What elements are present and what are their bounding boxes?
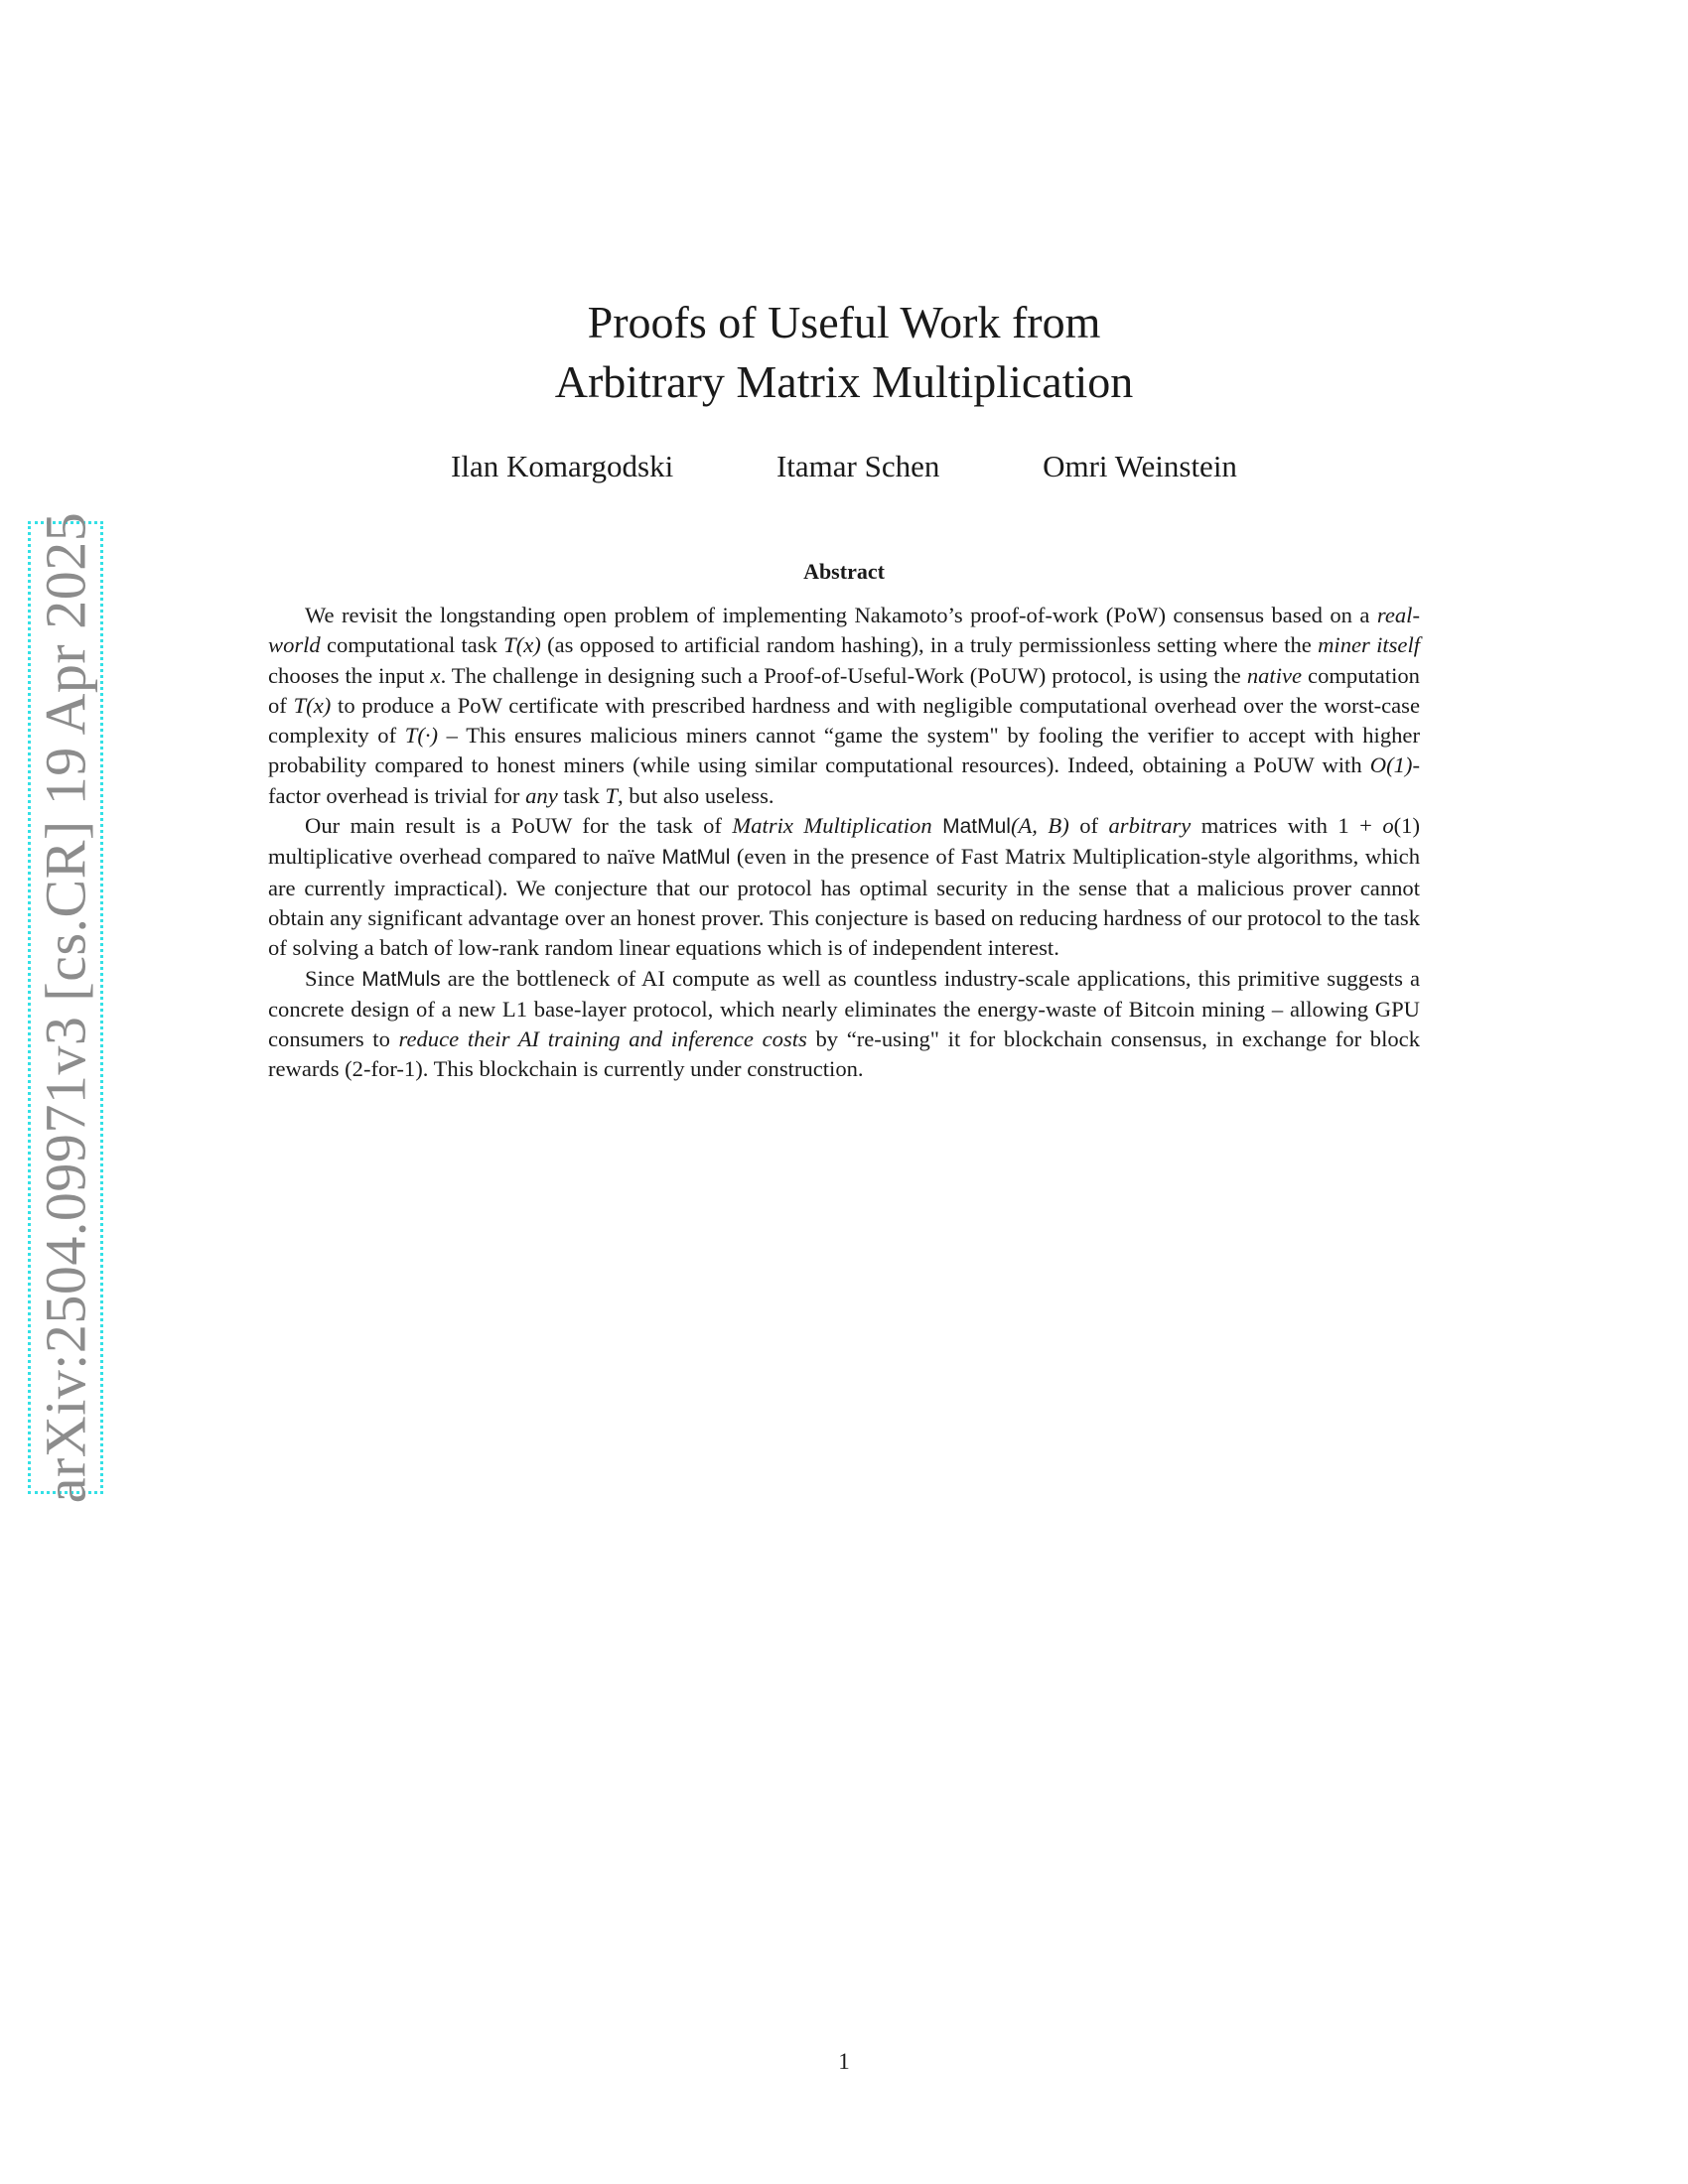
author-list (0, 449, 1688, 484)
author-name: Ilan Komargodski (451, 449, 674, 483)
abstract-paragraph-1: We revisit the longstanding open problem of implementing Nakamoto’s proof-of-work (PoW) consensus based on a real-world computational task T(x) (as opposed to artificial random hashing), in a truly permissionless setting where the miner itself chooses the input x. The challenge in designing such a Proof-of-Useful-Work (PoUW) protocol, is using the native computation of T(x) to produce a PoW certificate with prescribed hardness and with negligible computational overhead over the worst-case complexity of T(·) – This ensures malicious miners cannot “game the system" by fooling the verifier to accept with higher probability compared to honest miners (while using similar computational resources). Indeed, obtaining a PoUW with O(1)-factor overhead is trivial for any task T, but also useless. (268, 603, 1420, 808)
author-name: Itamar Schen (775, 449, 940, 483)
arxiv-sidebar-stamp (28, 511, 103, 1504)
paper-title (0, 293, 1688, 412)
abstract-heading: Abstract (803, 559, 885, 584)
title-line-1: Proofs of Useful Work from (587, 297, 1101, 347)
abstract-body (268, 601, 1420, 1085)
author-name: Omri Weinstein (1043, 449, 1237, 483)
abstract-paragraph-3: Since MatMuls are the bottleneck of AI compute as well as countless industry-scale applications, this primitive suggests a concrete design of a new L1 base-layer protocol, which nearly eliminates the energy-waste of Bitcoin mining – allowing GPU consumers to reduce their AI training and inference costs by “re-using" it for blockchain consensus, in exchange for block rewards (2-for-1). This blockchain is currently under construction. (268, 965, 1420, 1082)
page-number: 1 (838, 2049, 850, 2074)
abstract-paragraph-2: Our main result is a PoUW for the task of Matrix Multiplication MatMul(A, B) of arbitrary matrices with 1 + o(1) multiplicative overhead compared to naïve MatMul (even in the presence of Fast Matrix Multiplication-style algorithms, which are currently impractical). We conjecture that our protocol has optimal security in the sense that a malicious prover cannot obtain any significant advantage over an honest prover. This conjecture is based on reducing hardness of our protocol to the task of solving a batch of low-rank random linear equations which is of independent interest. (268, 813, 1421, 961)
arxiv-identifier[interactable]: arXiv:2504.09971v3 [cs.CR] 19 Apr 2025 (33, 511, 98, 1504)
title-line-2: Arbitrary Matrix Multiplication (554, 356, 1134, 407)
